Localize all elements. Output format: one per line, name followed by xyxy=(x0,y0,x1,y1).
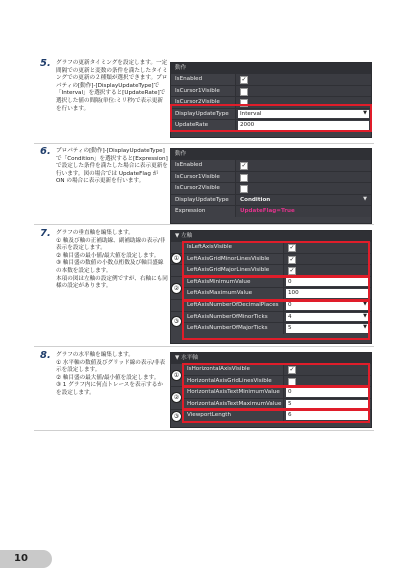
step-8 xyxy=(34,350,374,431)
marker-3: ③ xyxy=(171,316,182,327)
step-description: グラフの水平軸を編集します。 ① 水平軸の数値及びグリッド線の表示/非表示を設定します。 ② 軸目盛の最大値/最小値を設定します。 ③ 1 グラフ内に何点トレースを表示するかを設定します。 xyxy=(56,352,166,396)
prop-name: DisplayUpdateType xyxy=(175,110,229,117)
highlight-box-3 xyxy=(182,300,370,340)
prop-name: IsCursor2Visible xyxy=(175,99,220,106)
checkbox-unchecked[interactable] xyxy=(240,185,248,193)
highlight-box-1 xyxy=(182,241,370,277)
step-number: 7. xyxy=(40,228,51,239)
checkbox-checked[interactable]: ✓ xyxy=(289,366,295,373)
prop-name: IsEnabled xyxy=(175,162,203,168)
panel-header: ▼ 水平軸 xyxy=(171,353,371,363)
highlight-box xyxy=(170,104,372,132)
select-display-update-type[interactable]: Interval xyxy=(238,110,369,119)
prop-is-cursor2-visible xyxy=(171,182,371,194)
checkbox-unchecked[interactable] xyxy=(240,88,248,96)
prop-display-update-type xyxy=(171,194,371,206)
prop-name: LeftAxisNumberOfMajorTicks xyxy=(187,325,268,332)
step-5 xyxy=(34,58,374,144)
highlight-box-1 xyxy=(182,363,370,387)
input-update-rate[interactable]: 2000 xyxy=(238,121,369,130)
step-number: 5. xyxy=(40,58,51,69)
select-decimal-places[interactable]: 0 xyxy=(286,301,369,310)
select-display-update-type[interactable]: Condition xyxy=(240,196,271,203)
prop-name: HorizontalAxisTextMaximumValue xyxy=(187,400,282,407)
checkbox-checked[interactable]: ✓ xyxy=(241,76,247,83)
prop-name: HorizontalAxisGridLinesVisible xyxy=(187,377,272,384)
chevron-down-icon[interactable]: ▼ xyxy=(363,312,367,319)
prop-name: Expression xyxy=(175,208,206,215)
input-viewport-length[interactable]: 6 xyxy=(286,411,369,420)
checkbox-checked[interactable]: ✓ xyxy=(289,255,295,263)
prop-name: LeftAxisMaximumValue xyxy=(187,290,253,297)
input-left-axis-minimum[interactable]: 0 xyxy=(286,278,369,287)
prop-name: IsCursor2Visible xyxy=(175,185,220,192)
input-left-axis-maximum[interactable]: 100 xyxy=(286,289,369,298)
page-number-tab xyxy=(0,550,52,568)
marker-1: ① xyxy=(171,253,182,264)
prop-name: IsCursor1Visible xyxy=(175,87,220,94)
marker-2: ② xyxy=(171,392,182,403)
input-horizontal-axis-max[interactable]: 5 xyxy=(286,400,369,409)
chevron-down-icon[interactable]: ▼ xyxy=(363,195,367,202)
select-minor-ticks[interactable]: 4 xyxy=(286,313,369,322)
input-horizontal-axis-min[interactable]: 0 xyxy=(286,388,369,397)
prop-expression xyxy=(171,205,371,217)
marker-2: ② xyxy=(171,283,182,294)
prop-is-cursor1-visible xyxy=(171,85,371,97)
prop-name: ViewportLength xyxy=(187,412,232,419)
marker-1: ① xyxy=(171,370,182,381)
chevron-down-icon[interactable]: ▼ xyxy=(363,300,367,307)
checkbox-checked[interactable]: ✓ xyxy=(289,244,295,251)
prop-name: UpdateRate xyxy=(175,122,209,129)
highlight-box-2 xyxy=(182,386,370,410)
panel-header: 動作 xyxy=(171,63,371,73)
checkbox-checked[interactable]: ✓ xyxy=(289,267,295,275)
prop-is-enabled xyxy=(171,73,371,85)
step-number: 6. xyxy=(40,146,51,157)
step-description: グラフの更新タイミングを設定します。一定間隔での更新と変数の条件を満たしたタイミングでの更新の２種類が選択できます。プロパティの[動作]-[DisplayUpdateType]で「Interval」を選択すると[UpdateRate]で選択した値の間隔(単位:ミリ秒)で表示更新を行います。 xyxy=(56,60,168,112)
prop-name: HorizontalAxisTextMinimumValue xyxy=(187,389,280,396)
prop-name: LeftAxisGridMinorLinesVisible xyxy=(187,255,270,262)
panel-header: ▼ 左軸 xyxy=(171,231,371,241)
prop-name: LeftAxisMinimumValue xyxy=(187,278,251,285)
chevron-down-icon[interactable]: ▼ xyxy=(363,324,367,331)
prop-name: IsCursor1Visible xyxy=(175,173,220,180)
select-major-ticks[interactable]: 5 xyxy=(286,324,369,333)
page-number: 10 xyxy=(14,553,28,564)
panel-header: 動作 xyxy=(171,149,371,159)
properties-panel-behavior xyxy=(170,148,372,224)
prop-name: DisplayUpdateType xyxy=(175,196,229,203)
prop-name: IsHorizontalAxisVisible xyxy=(187,366,251,372)
chevron-down-icon[interactable]: ▼ xyxy=(363,109,367,116)
marker-3: ③ xyxy=(171,411,182,422)
prop-name: LeftAxisNumberOfDecimalPlaces xyxy=(187,301,279,308)
checkbox-checked[interactable]: ✓ xyxy=(241,162,247,169)
step-6 xyxy=(34,146,374,225)
step-number: 8. xyxy=(40,350,51,361)
prop-name: LeftAxisNumberOfMinorTicks xyxy=(187,313,268,320)
prop-name: IsLeftAxisVisible xyxy=(187,244,232,250)
step-description: グラフの垂直軸を編集します。 ① 軸及び軸の正補助線、副補助線の表示/非表示を設定します。 ② 軸目盛の最小値/最大値を設定します。 ③ 軸目盛の数値の小数点桁数及び軸目盛線の本数を設定します。 本項の図は左軸の設定例ですが、右軸にも同様の設定があります。 xyxy=(56,230,168,290)
prop-is-enabled xyxy=(171,159,371,171)
prop-is-cursor1-visible xyxy=(171,171,371,183)
prop-name: IsEnabled xyxy=(175,76,203,82)
input-expression[interactable]: UpdateFlag=True xyxy=(240,208,295,215)
highlight-box-3 xyxy=(182,409,370,423)
step-description: プロパティの[動作]-[DisplayUpdateType]で「Condition」を選択すると[Expression]で設定した条件を満たした場合に表示更新を行います。図の場合では UpdateFlag が ON の場合に表示更新を行います。 xyxy=(56,148,168,185)
checkbox-unchecked[interactable] xyxy=(240,174,248,182)
highlight-box-2 xyxy=(182,276,370,301)
step-7 xyxy=(34,228,374,347)
prop-name: LeftAxisGridMajorLinesVisible xyxy=(187,267,270,274)
